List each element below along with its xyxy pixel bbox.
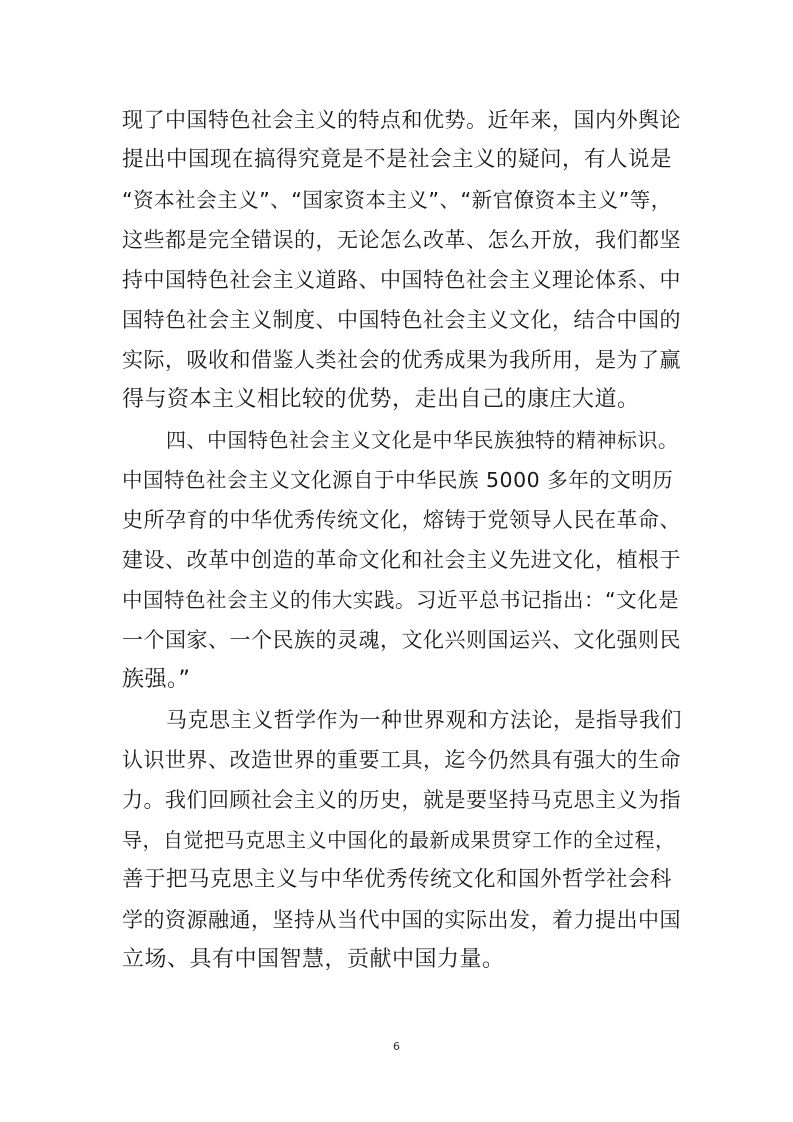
paragraph-line: 认识世界、改造世界的重要工具，迄今仍然具有强大的生命 xyxy=(122,748,681,772)
paragraph-line: 力。我们回顾社会主义的历史，就是要坚持马克思主义为指 xyxy=(122,788,681,812)
paragraph-line: 提出中国现在搞得究竟是不是社会主义的疑问，有人说是 xyxy=(122,147,673,172)
paragraph-line: 族强。” xyxy=(122,667,191,692)
paragraph-line: 持中国特色社会主义道路、中国特色社会主义理论体系、中 xyxy=(122,268,681,292)
paragraph-line: 一个国家、一个民族的灵魂，文化兴则国运兴、文化强则民 xyxy=(122,628,681,652)
paragraph-line: 得与资本主义相比较的优势，走出自己的康庄大道。 xyxy=(122,387,640,412)
paragraph-line: 史所孕育的中华优秀传统文化，熔铸于党领导人民在革命、 xyxy=(122,508,681,532)
body-text xyxy=(122,100,682,980)
page-number: 6 xyxy=(393,1040,400,1053)
paragraph-line: 导，自觉把马克思主义中国化的最新成果贯穿工作的全过程， xyxy=(122,828,676,852)
paragraph-line: 实际，吸收和借鉴人类社会的优秀成果为我所用，是为了赢 xyxy=(122,348,681,372)
paragraph xyxy=(122,100,682,420)
paragraph-line: 中国特色社会主义的伟大实践。习近平总书记指出：“文化是 xyxy=(122,588,680,612)
paragraph-line: 这些都是完全错误的，无论怎么改革、怎么开放，我们都坚 xyxy=(122,228,681,252)
paragraph xyxy=(122,420,682,700)
paragraph-line: 马克思主义哲学作为一种世界观和方法论，是指导我们 xyxy=(166,708,682,732)
paragraph xyxy=(122,700,682,980)
paragraph-line: 国特色社会主义制度、中国特色社会主义文化，结合中国的 xyxy=(122,308,681,332)
paragraph-line: 善于把马克思主义与中华优秀传统文化和国外哲学社会科 xyxy=(122,867,673,892)
paragraph-line: 立场、具有中国智慧，贡献中国力量。 xyxy=(122,947,505,972)
paragraph-line: “资本社会主义”、“国家资本主义”、“新官僚资本主义”等， xyxy=(122,188,672,212)
paragraph-line: 四、中国特色社会主义文化是中华民族独特的精神标识。 xyxy=(166,428,679,452)
paragraph-line: 中国特色社会主义文化源自于中华民族 5000 多年的文明历 xyxy=(122,468,674,492)
paragraph-line: 建设、改革中创造的革命文化和社会主义先进文化，植根于 xyxy=(122,548,681,572)
paragraph-line: 现了中国特色社会主义的特点和优势。近年来，国内外舆论 xyxy=(122,108,681,132)
paragraph-line: 学的资源融通，坚持从当代中国的实际出发，着力提出中国 xyxy=(122,908,681,932)
